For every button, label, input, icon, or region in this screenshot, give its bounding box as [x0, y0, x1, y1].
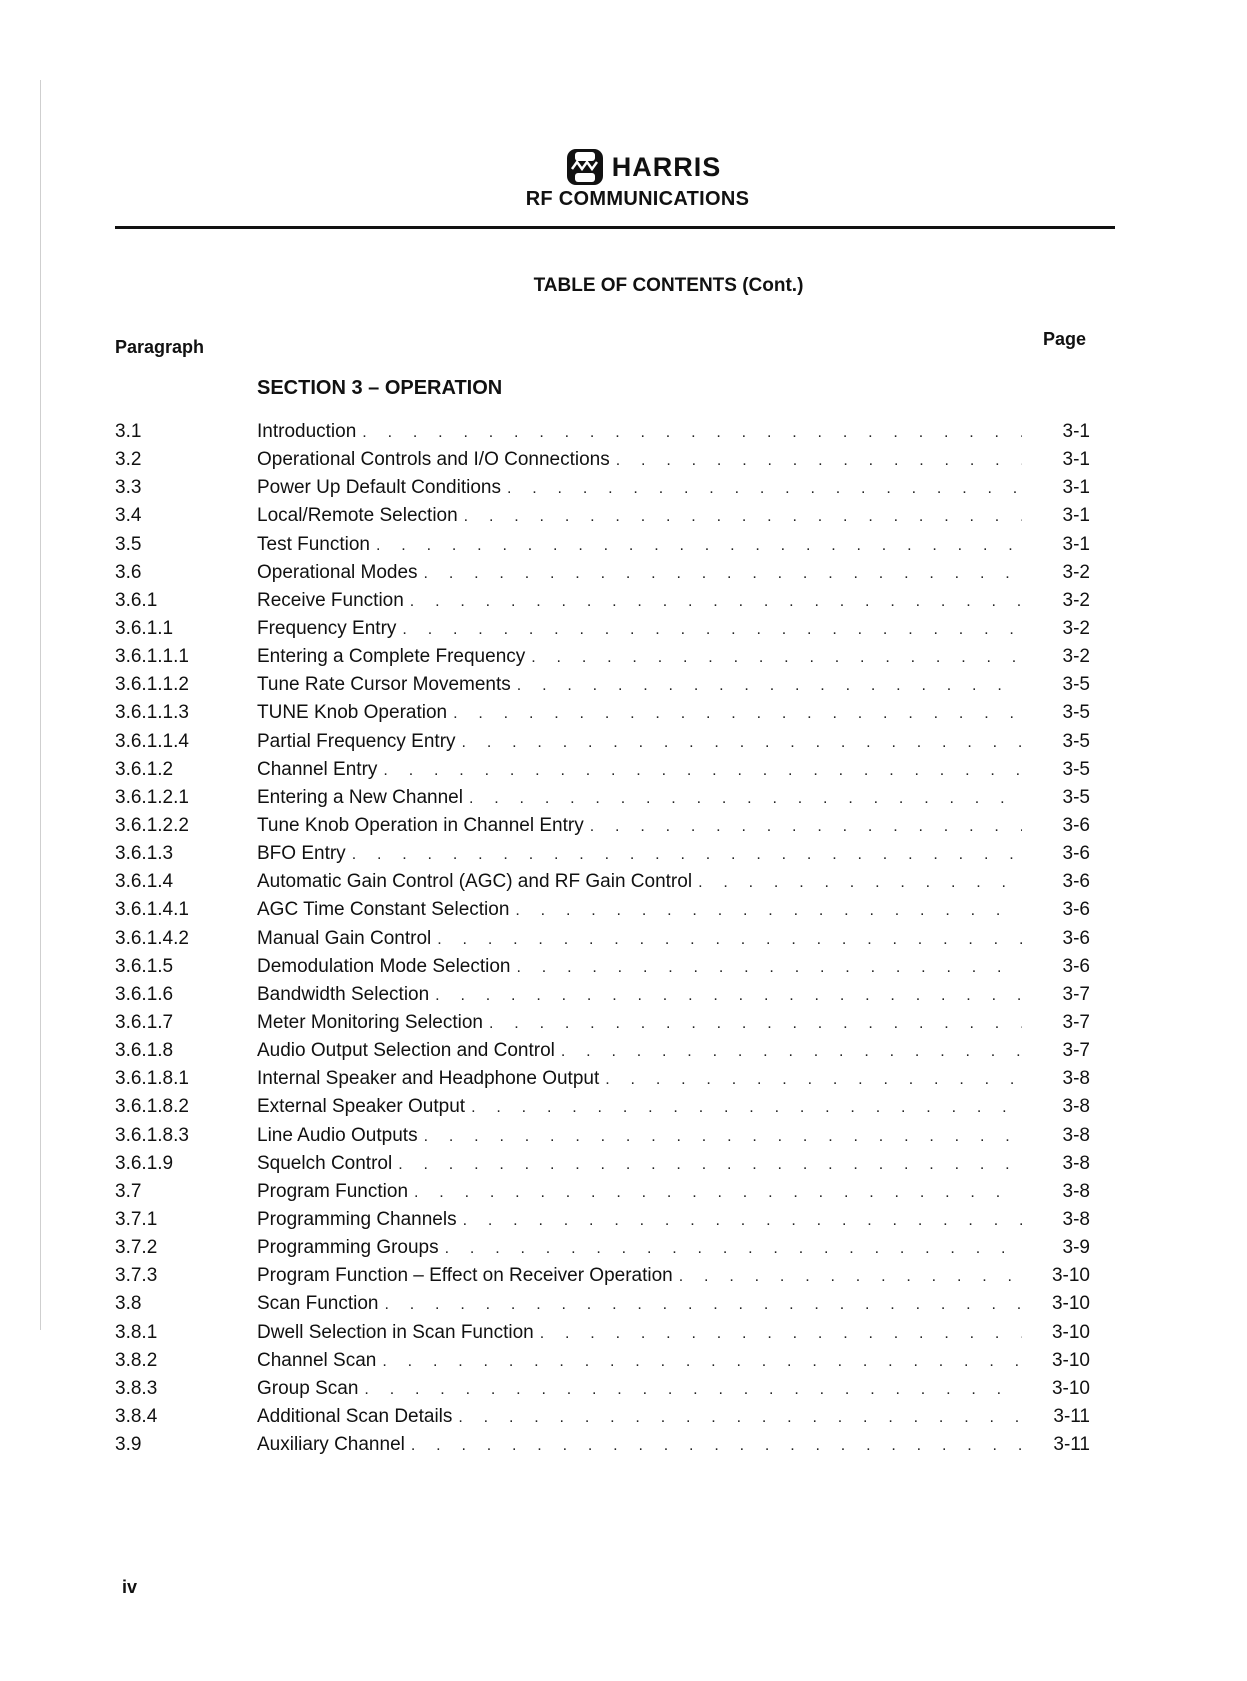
- toc-page-number: 3-2: [1062, 589, 1090, 611]
- toc-paragraph-number: 3.6.1: [115, 589, 158, 611]
- toc-entry-title: Dwell Selection in Scan Function: [257, 1321, 534, 1343]
- toc-dot-leader: [445, 1235, 1022, 1263]
- toc-paragraph-number: 3.6.1.6: [115, 983, 174, 1005]
- toc-dot-leader: [469, 785, 1022, 813]
- toc-page-number: 3-7: [1062, 1011, 1090, 1033]
- toc-dot-leader: [402, 616, 1022, 644]
- toc-page-number: 3-6: [1062, 814, 1090, 836]
- toc-dot-leader: [462, 729, 1022, 757]
- toc-entry-title: Tune Rate Cursor Movements: [257, 674, 511, 696]
- section-heading: SECTION 3 – OPERATION: [257, 377, 503, 399]
- toc-entry-title: Meter Monitoring Selection: [257, 1011, 483, 1033]
- toc-paragraph-number: 3.6.1.1.4: [115, 730, 189, 752]
- toc-page-number: 3-10: [1051, 1349, 1090, 1371]
- toc-entry[interactable]: [115, 1234, 1090, 1262]
- toc-entry[interactable]: [115, 868, 1090, 896]
- toc-entry[interactable]: [115, 1206, 1090, 1234]
- toc-paragraph-number: 3.8.2: [115, 1349, 158, 1371]
- toc-entry[interactable]: [115, 643, 1090, 671]
- brand-row: [40, 148, 1247, 186]
- toc-paragraph-number: 3.6.1.1.1: [115, 646, 189, 668]
- toc-page-number: 3-7: [1062, 1040, 1090, 1062]
- toc-entry[interactable]: [115, 671, 1090, 699]
- toc-entry[interactable]: [115, 1093, 1090, 1121]
- toc-dot-leader: [398, 1151, 1022, 1179]
- toc-dot-leader: [605, 1066, 1022, 1094]
- toc-dot-leader: [471, 1094, 1022, 1122]
- toc-dot-leader: [410, 588, 1022, 616]
- toc-entry[interactable]: [115, 1431, 1090, 1459]
- toc-dot-leader: [616, 447, 1022, 475]
- toc-dot-leader: [517, 672, 1022, 700]
- toc-dot-leader: [414, 1179, 1022, 1207]
- toc-paragraph-number: 3.6.1.8: [115, 1040, 174, 1062]
- toc-entry[interactable]: [115, 1065, 1090, 1093]
- toc-dot-leader: [561, 1038, 1022, 1066]
- toc-page-number: 3-1: [1062, 421, 1090, 442]
- toc-entry-title: Auxiliary Channel: [257, 1434, 405, 1456]
- toc-entry[interactable]: [115, 1150, 1090, 1178]
- toc-entry-title: Line Audio Outputs: [257, 1124, 418, 1146]
- toc-dot-leader: [698, 869, 1022, 897]
- toc-entry[interactable]: [115, 1178, 1090, 1206]
- toc-page-number: 3-2: [1062, 617, 1090, 639]
- toc-entry[interactable]: [115, 1319, 1090, 1347]
- toc-paragraph-number: 3.9: [115, 1434, 142, 1456]
- harris-logo-icon: [566, 148, 604, 186]
- toc-dot-leader: [384, 1291, 1022, 1319]
- toc-entry[interactable]: [115, 812, 1090, 840]
- toc-entry[interactable]: [115, 1009, 1090, 1037]
- toc-entry-title: Entering a Complete Frequency: [257, 646, 526, 668]
- toc-paragraph-number: 3.6.1.1.2: [115, 674, 189, 696]
- toc-page-number: 3-1: [1062, 477, 1090, 499]
- toc-entry[interactable]: [115, 1262, 1090, 1290]
- toc-page-number: 3-5: [1062, 702, 1090, 724]
- toc-page-number: 3-6: [1062, 899, 1090, 921]
- toc-page-number: 3-6: [1062, 871, 1090, 893]
- toc-entry[interactable]: [115, 1347, 1090, 1375]
- toc-dot-leader: [382, 1348, 1022, 1376]
- toc-paragraph-number: 3.6.1.2.2: [115, 814, 189, 836]
- toc-entry[interactable]: [115, 756, 1090, 784]
- header-rule: [115, 226, 1115, 229]
- toc-entry-title: Power Up Default Conditions: [257, 477, 501, 499]
- toc-page-number: 3-8: [1062, 1124, 1090, 1146]
- toc-paragraph-number: 3.6.1.4.1: [115, 899, 189, 921]
- toc-page-number: 3-9: [1062, 1237, 1090, 1259]
- toc-entry-title: TUNE Knob Operation: [257, 702, 448, 724]
- toc-entry-title: Entering a New Channel: [257, 786, 463, 808]
- toc-entry[interactable]: [115, 1037, 1090, 1065]
- toc-entry-title: Bandwidth Selection: [257, 983, 430, 1005]
- toc-page-number: 3-5: [1062, 674, 1090, 696]
- toc-entry[interactable]: [115, 446, 1090, 474]
- toc-page-number: 3-10: [1051, 1265, 1090, 1287]
- toc-dot-leader: [458, 1404, 1022, 1432]
- toc-paragraph-number: 3.6.1.4: [115, 871, 174, 893]
- toc-dot-leader: [364, 1376, 1022, 1404]
- toc-entry-title: Programming Channels: [257, 1208, 457, 1230]
- toc-entry-title: Audio Output Selection and Control: [257, 1040, 555, 1062]
- toc-dot-leader: [435, 982, 1022, 1010]
- toc-entry[interactable]: [115, 1122, 1090, 1150]
- toc-entry[interactable]: [115, 1375, 1090, 1403]
- toc-dot-leader: [507, 475, 1022, 503]
- toc-dot-leader: [679, 1263, 1022, 1291]
- toc-dot-leader: [531, 644, 1022, 672]
- toc-paragraph-number: 3.6.1.8.2: [115, 1096, 189, 1118]
- toc-dot-leader: [464, 503, 1022, 531]
- toc-paragraph-number: 3.6.1.8.1: [115, 1068, 189, 1090]
- toc-paragraph-number: 3.6.1.1: [115, 617, 174, 639]
- toc-dot-leader: [362, 419, 1022, 447]
- toc-paragraph-number: 3.7.2: [115, 1237, 158, 1259]
- toc-dot-leader: [540, 1320, 1022, 1348]
- toc-dot-leader: [383, 757, 1022, 785]
- toc-paragraph-number: 3.2: [115, 449, 142, 471]
- toc-paragraph-number: 3.8: [115, 1293, 142, 1315]
- toc-entry-title: Operational Controls and I/O Connections: [257, 449, 610, 471]
- toc-dot-leader: [515, 897, 1022, 925]
- toc-entry-title: Program Function – Effect on Receiver Operation: [257, 1265, 673, 1287]
- toc-entry[interactable]: [115, 559, 1090, 587]
- toc-page-number: 3-1: [1062, 449, 1090, 471]
- toc-paragraph-number: 3.6.1.7: [115, 1011, 174, 1033]
- toc-paragraph-number: 3.6.1.2: [115, 758, 174, 780]
- toc-page-number: 3-8: [1062, 1096, 1090, 1118]
- toc-paragraph-number: 3.6.1.1.3: [115, 702, 189, 724]
- brand-division: RF COMMUNICATIONS: [525, 188, 750, 210]
- toc-entry[interactable]: [115, 840, 1090, 868]
- toc-page-number: 3-10: [1051, 1293, 1090, 1315]
- toc-paragraph-number: 3.6.1.4.2: [115, 927, 189, 949]
- toc-page-number: 3-10: [1051, 1377, 1090, 1399]
- toc-page-number: 3-2: [1062, 561, 1090, 583]
- toc-page-number: 3-5: [1062, 786, 1090, 808]
- margin-line: [40, 80, 41, 1330]
- toc-entry-title: Automatic Gain Control (AGC) and RF Gain Control: [257, 871, 693, 893]
- toc-entry-title: Scan Function: [257, 1293, 379, 1315]
- toc-entry-title: Additional Scan Details: [257, 1405, 453, 1427]
- toc-paragraph-number: 3.5: [115, 533, 142, 555]
- toc-dot-leader: [453, 700, 1022, 728]
- toc-entry-title: Squelch Control: [257, 1152, 393, 1174]
- toc-paragraph-number: 3.7.3: [115, 1265, 158, 1287]
- toc-entry-title: Channel Entry: [257, 758, 378, 780]
- toc-entry[interactable]: [115, 418, 1090, 446]
- toc-page-number: 3-5: [1062, 758, 1090, 780]
- toc-dot-leader: [489, 1010, 1022, 1038]
- page-title: TABLE OF CONTENTS (Cont.): [533, 275, 804, 296]
- toc-list: [115, 418, 1090, 1459]
- toc-entry-title: Demodulation Mode Selection: [257, 955, 511, 977]
- toc-entry[interactable]: [115, 502, 1090, 530]
- toc-page-number: 3-6: [1062, 927, 1090, 949]
- toc-paragraph-number: 3.3: [115, 477, 142, 499]
- toc-entry-title: Local/Remote Selection: [257, 505, 458, 527]
- toc-entry-title: Partial Frequency Entry: [257, 730, 456, 752]
- toc-page-number: 3-8: [1062, 1152, 1090, 1174]
- toc-entry-title: Internal Speaker and Headphone Output: [257, 1068, 600, 1090]
- page-header: [0, 148, 1247, 211]
- toc-entry-title: Receive Function: [257, 589, 404, 611]
- toc-entry-title: Tune Knob Operation in Channel Entry: [257, 814, 584, 836]
- toc-page-number: 3-8: [1062, 1208, 1090, 1230]
- toc-entry-title: AGC Time Constant Selection: [257, 899, 510, 921]
- toc-entry-title: Test Function: [257, 533, 370, 555]
- toc-page-number: 3-6: [1062, 955, 1090, 977]
- toc-paragraph-number: 3.7.1: [115, 1208, 158, 1230]
- toc-entry[interactable]: [115, 1290, 1090, 1318]
- toc-page-number: 3-11: [1053, 1434, 1090, 1456]
- toc-dot-leader: [517, 954, 1023, 982]
- toc-paragraph-number: 3.8.4: [115, 1405, 158, 1427]
- toc-entry-title: Group Scan: [257, 1377, 359, 1399]
- toc-entry[interactable]: [115, 474, 1090, 502]
- toc-entry[interactable]: [115, 896, 1090, 924]
- toc-entry[interactable]: [115, 1403, 1090, 1431]
- toc-entry-title: Frequency Entry: [257, 617, 397, 639]
- toc-page-number: 3-8: [1062, 1068, 1090, 1090]
- page-column-header: Page: [1043, 329, 1087, 349]
- toc-dot-leader: [352, 841, 1022, 869]
- toc-entry[interactable]: [115, 615, 1090, 643]
- toc-entry-title: Operational Modes: [257, 561, 418, 583]
- toc-dot-leader: [424, 560, 1022, 588]
- toc-page-number: 3-7: [1062, 983, 1090, 1005]
- toc-dot-leader: [590, 813, 1022, 841]
- toc-page-number: 3-6: [1062, 843, 1090, 865]
- toc-page-number: 3-10: [1051, 1321, 1090, 1343]
- toc-entry-title: Programming Groups: [257, 1237, 439, 1259]
- paragraph-column-header: Paragraph: [115, 337, 205, 357]
- toc-paragraph-number: 3.8.1: [115, 1321, 158, 1343]
- toc-entry[interactable]: [115, 981, 1090, 1009]
- toc-entry[interactable]: [115, 925, 1090, 953]
- toc-entry-title: Program Function: [257, 1180, 409, 1202]
- toc-paragraph-number: 3.4: [115, 505, 142, 527]
- toc-page-number: 3-2: [1062, 646, 1090, 668]
- brand-name: HARRIS: [611, 151, 722, 182]
- toc-entry-title: External Speaker Output: [257, 1096, 466, 1118]
- toc-dot-leader: [376, 532, 1022, 560]
- toc-paragraph-number: 3.6.1.2.1: [115, 786, 189, 808]
- toc-paragraph-number: 3.8.3: [115, 1377, 158, 1399]
- toc-entry[interactable]: [115, 587, 1090, 615]
- toc-paragraph-number: 3.1: [115, 421, 142, 442]
- toc-page-number: 3-5: [1062, 730, 1090, 752]
- toc-entry-title: Introduction: [257, 421, 357, 442]
- toc-entry[interactable]: [115, 531, 1090, 559]
- toc-paragraph-number: 3.6.1.9: [115, 1152, 174, 1174]
- toc-dot-leader: [437, 926, 1022, 954]
- toc-entry-title: Channel Scan: [257, 1349, 377, 1371]
- page-folio: iv: [122, 1577, 138, 1597]
- toc-entry[interactable]: [115, 953, 1090, 981]
- toc-page-number: 3-1: [1062, 505, 1090, 527]
- toc-entry[interactable]: [115, 784, 1090, 812]
- toc-entry[interactable]: [115, 699, 1090, 727]
- toc-paragraph-number: 3.6: [115, 561, 142, 583]
- toc-dot-leader: [463, 1207, 1022, 1235]
- toc-paragraph-number: 3.6.1.5: [115, 955, 174, 977]
- toc-page-number: 3-1: [1062, 533, 1090, 555]
- toc-paragraph-number: 3.6.1.3: [115, 843, 174, 865]
- toc-paragraph-number: 3.7: [115, 1180, 142, 1202]
- toc-page-number: 3-8: [1062, 1180, 1090, 1202]
- toc-dot-leader: [424, 1123, 1022, 1151]
- toc-page-number: 3-11: [1053, 1405, 1090, 1427]
- toc-paragraph-number: 3.6.1.8.3: [115, 1124, 189, 1146]
- toc-entry[interactable]: [115, 728, 1090, 756]
- toc-entry-title: BFO Entry: [257, 843, 346, 865]
- toc-dot-leader: [411, 1432, 1022, 1460]
- toc-entry-title: Manual Gain Control: [257, 927, 432, 949]
